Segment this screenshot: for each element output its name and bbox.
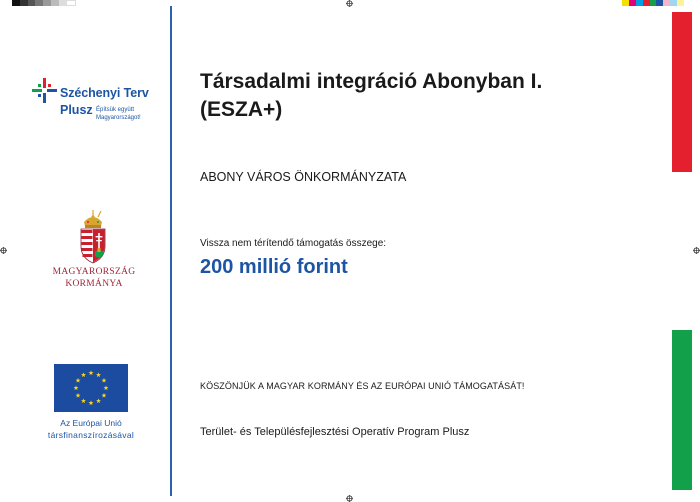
flag-green-bar [672,330,692,490]
beneficiary-name: ABONY VÁROS ÖNKORMÁNYZATA [200,170,407,184]
registration-mark-icon [693,247,700,254]
eu-star-icon [89,400,94,405]
eu-star-icon [89,370,94,375]
project-title-line-1: Társadalmi integráció Abonyban I. [200,70,543,93]
government-logo-line-2: KORMÁNYA [65,279,123,289]
hungarian-coat-of-arms-icon [78,208,108,266]
eu-star-icon [96,398,101,403]
thanks-message: KÖSZÖNJÜK A MAGYAR KORMÁNY ÉS AZ EURÓPAI UNIÓ TÁMOGATÁSÁT! [200,381,525,391]
grant-amount-label: Vissza nem térítendő támogatás összege: [200,238,387,249]
grant-amount-value: 200 millió forint [200,256,348,278]
eu-flag-icon [54,364,128,412]
government-logo-line-1: MAGYARORSZÁG [52,267,136,277]
flag-red-bar [672,12,692,172]
szechenyi-cross-icon [30,76,60,106]
eu-star-icon [81,398,86,403]
eu-star-icon [104,385,109,390]
szechenyi-plus: Plusz [60,103,93,117]
eu-star-icon [76,378,81,383]
eu-star-icon [74,385,79,390]
eu-logo-line-2: társfinanszírozásával [47,430,135,440]
program-name: Terület- és Településfejlesztési Operatív Program Plusz [200,426,470,438]
project-title-line-2: (ESZA+) [200,98,283,121]
szechenyi-tagline-2: Magyarországot! [96,115,141,121]
vertical-divider [170,6,172,496]
eu-star-icon [81,372,86,377]
szechenyi-terv-plusz-logo [30,76,160,136]
eu-star-icon [96,372,101,377]
eu-star-icon [102,378,107,383]
szechenyi-title: Széchenyi Terv [60,86,149,100]
registration-mark-icon [0,247,7,254]
szechenyi-tagline-1: Építsük együtt [96,107,135,113]
print-calibration-strip-color [622,0,684,6]
registration-mark-icon [346,0,353,7]
eu-star-icon [76,393,81,398]
print-calibration-strip-grey [12,0,76,6]
eu-logo-line-1: Az Európai Unió [60,418,122,428]
registration-mark-icon [346,495,353,502]
eu-star-icon [102,393,107,398]
